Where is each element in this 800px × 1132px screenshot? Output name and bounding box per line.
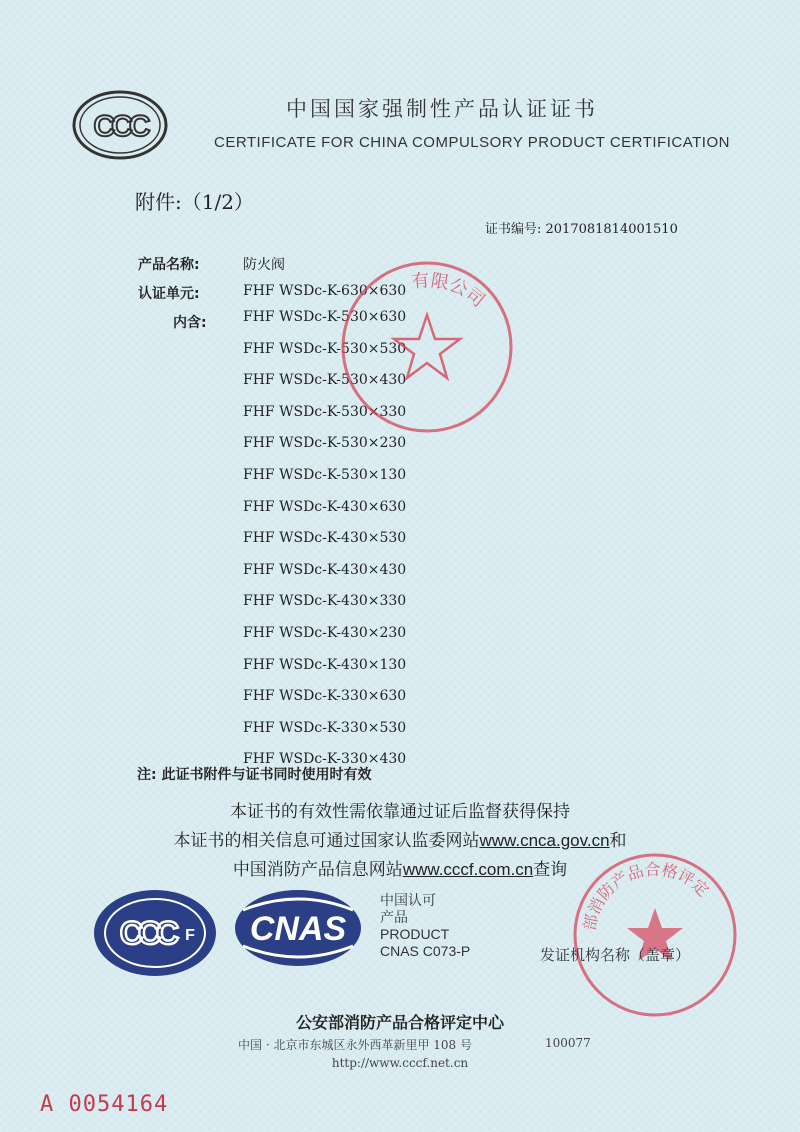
annex-label: 附件:（1/2） bbox=[135, 190, 254, 214]
footer-website: http://www.cccf.net.cn bbox=[331, 1056, 469, 1070]
model-item: FHF WSDc-K-430×630 bbox=[243, 498, 407, 515]
model-item: FHF WSDc-K-430×130 bbox=[243, 656, 407, 673]
validity-line-1: 本证书的有效性需依靠通过证后监督获得保持 bbox=[230, 802, 570, 822]
cnas-line: PRODUCT bbox=[380, 926, 450, 942]
svg-text:部消防产品合格评定 bbox=[580, 860, 713, 932]
postcode: 100077 bbox=[545, 1036, 591, 1050]
cccf-logo-letter: F bbox=[185, 927, 195, 944]
company-seal-text: 有限公司 bbox=[410, 270, 489, 312]
cnas-line: 产品 bbox=[380, 909, 408, 925]
model-item: FHF WSDc-K-430×330 bbox=[243, 593, 407, 610]
model-item: FHF WSDc-K-430×430 bbox=[243, 561, 407, 578]
company-seal-icon bbox=[335, 255, 520, 440]
product-name-value: 防火阀 bbox=[243, 257, 285, 273]
product-name-label: 产品名称: bbox=[138, 257, 200, 273]
model-item: FHF WSDc-K-330×530 bbox=[243, 719, 407, 736]
model-item: FHF WSDc-K-330×430 bbox=[243, 751, 407, 768]
issuer-label: 发证机构名称（盖章） bbox=[540, 946, 691, 964]
cccf-logo-text: CCC bbox=[119, 915, 175, 951]
model-item: FHF WSDc-K-430×530 bbox=[243, 530, 407, 547]
cert-unit-label: 认证单元: bbox=[138, 286, 200, 302]
contains-label: 内含: bbox=[173, 315, 207, 331]
annex-note: 注: 此证书附件与证书同时使用时有效 bbox=[137, 767, 372, 783]
cnas-line: 中国认可 bbox=[380, 892, 436, 908]
title-chinese: 中国国家强制性产品认证证书 bbox=[286, 97, 598, 121]
cert-unit-value: FHF WSDc-K-630×630 bbox=[243, 283, 407, 299]
issuer-seal-icon bbox=[570, 850, 740, 1020]
title-english: CERTIFICATE FOR CHINA COMPULSORY PRODUCT CERTIFICATION bbox=[214, 134, 730, 151]
address: 中国 · 北京市东城区永外西革新里甲 108 号 bbox=[238, 1038, 472, 1052]
model-item: FHF WSDc-K-530×230 bbox=[243, 435, 407, 452]
validity-line-2 bbox=[0, 826, 800, 851]
cnas-line: CNAS C073-P bbox=[380, 943, 471, 959]
validity-line-3-prefix: 中国消防产品信息网站 bbox=[232, 860, 403, 880]
cnas-accreditation bbox=[380, 892, 470, 960]
cnas-logo-icon bbox=[233, 888, 363, 968]
model-item: FHF WSDc-K-530×330 bbox=[243, 403, 407, 420]
issuer-seal-text: 部消防产品合格评定 bbox=[579, 859, 713, 932]
model-item: FHF WSDc-K-530×130 bbox=[243, 466, 407, 483]
model-item: FHF WSDc-K-530×530 bbox=[243, 340, 407, 357]
validity-line-2-prefix: 本证书的相关信息可通过国家认监委网站 bbox=[173, 831, 480, 851]
model-item: FHF WSDc-K-530×430 bbox=[243, 372, 407, 389]
cccf-website-link[interactable]: www.cccf.com.cn bbox=[402, 860, 534, 879]
svg-text:有限公司 bbox=[411, 270, 489, 312]
issuing-organization: 公安部消防产品合格评定中心 bbox=[295, 1013, 504, 1032]
model-item: FHF WSDc-K-330×630 bbox=[243, 688, 407, 705]
ccc-logo-icon bbox=[72, 90, 168, 160]
cccf-logo-icon bbox=[92, 888, 218, 978]
certificate-number: 证书编号: 2017081814001510 bbox=[485, 222, 678, 237]
model-item: FHF WSDc-K-530×630 bbox=[243, 309, 407, 325]
serial-number: A 0054164 bbox=[40, 1092, 169, 1117]
ccc-logo-text: CCC bbox=[93, 110, 147, 143]
model-item: FHF WSDc-K-430×230 bbox=[243, 624, 407, 641]
validity-line-2-suffix: 和 bbox=[609, 831, 627, 851]
cnca-website-link[interactable]: www.cnca.gov.cn bbox=[479, 831, 610, 850]
cnas-logo-text: CNAS bbox=[249, 910, 347, 948]
validity-line-3-suffix: 查询 bbox=[533, 860, 568, 880]
